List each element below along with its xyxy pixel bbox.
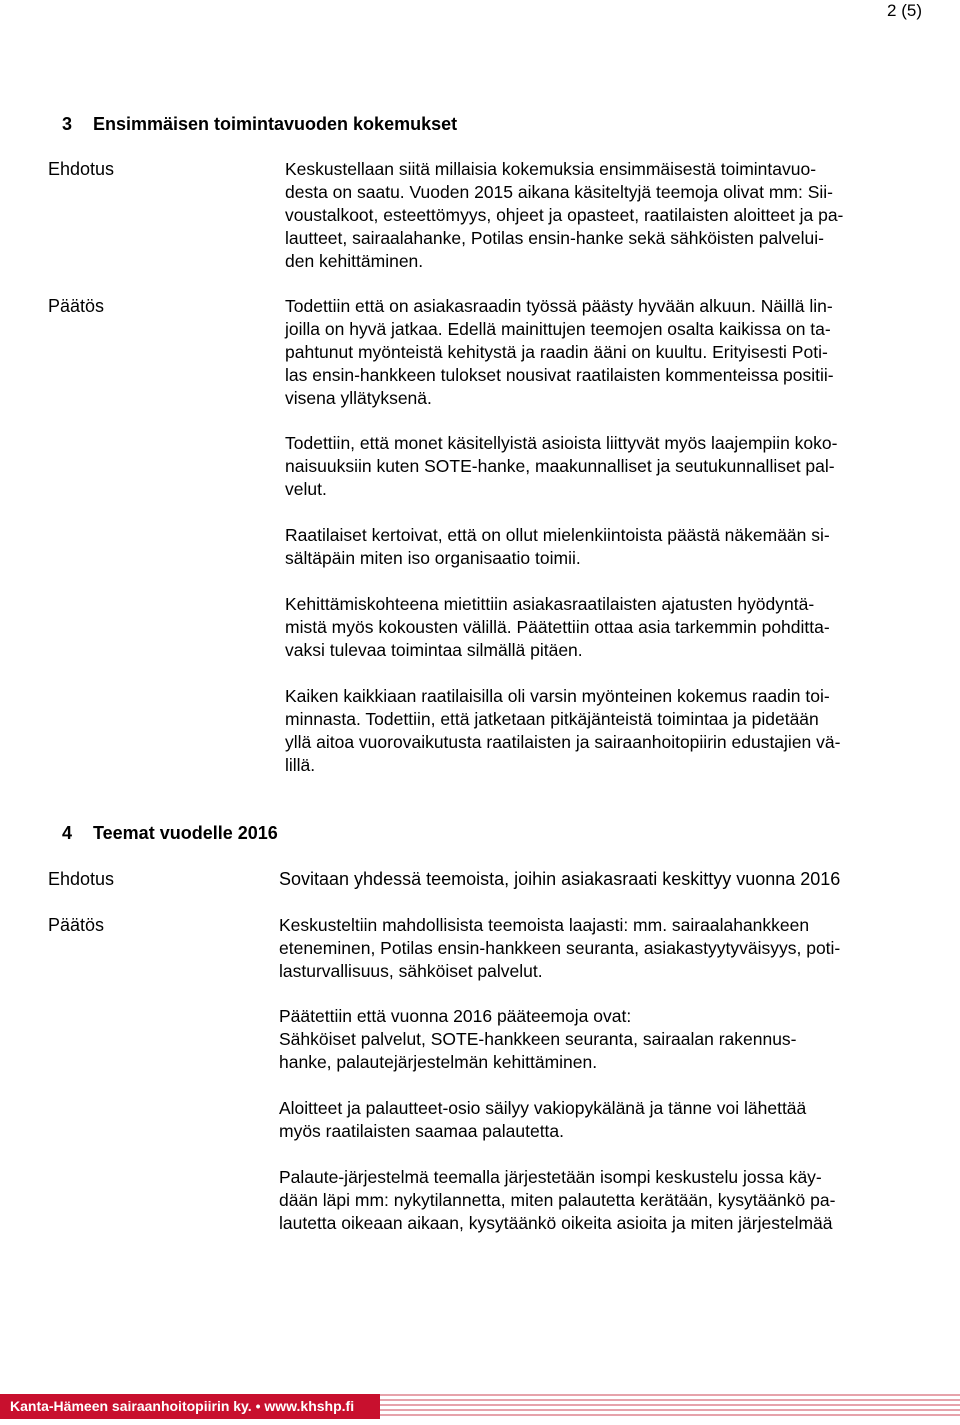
footer-decorative-lines	[380, 1394, 960, 1419]
text-line: Keskustellaan siitä millaisia kokemuksia ensimmäisestä toimintavuo-	[285, 159, 817, 179]
section-4-paatos-label: Päätös	[48, 915, 105, 935]
text-line: joilla on hyvä jatkaa. Edellä mainittujen teemojen osalta kaikissa on ta-	[285, 319, 831, 339]
text-line: vaksi tulevaa toimintaa silmällä pitäen.	[285, 640, 583, 660]
footer-brand-bar: Kanta-Hämeen sairaanhoitopiirin ky. • www.khshp.fi	[0, 1394, 380, 1419]
text-line: mistä myös kokousten välillä. Päätettiin ottaa asia tarkemmin pohditta-	[285, 617, 830, 637]
text-line: Päätettiin että vuonna 2016 pääteemoja ovat:	[279, 1006, 632, 1026]
section-4-ehdotus-label: Ehdotus	[48, 869, 115, 889]
section-4-heading	[62, 821, 278, 845]
section-4-paatos-paragraph-1	[279, 914, 939, 983]
text-line: voustalkoot, esteettömyys, ohjeet ja opasteet, raatilaisten aloitteet ja pa-	[285, 205, 844, 225]
text-line: naisuuksiin kuten SOTE-hanke, maakunnalliset ja seutukunnalliset pal-	[285, 456, 835, 476]
section-3-paatos-paragraph-1	[285, 295, 945, 410]
text-line: velut.	[285, 479, 327, 499]
section-4-paatos-paragraph-4	[279, 1166, 939, 1235]
text-line: visena yllätyksenä.	[285, 388, 432, 408]
text-line: dään läpi mm: nykytilannetta, miten palautetta kerätään, kysytäänkö pa-	[279, 1190, 836, 1210]
text-line: myös raatilaisten saamaa palautetta.	[279, 1121, 565, 1141]
section-3-paatos-paragraph-5	[285, 685, 945, 777]
text-line: sältäpäin miten iso organisaatio toimii.	[285, 548, 581, 568]
text-line: las ensin-hankkeen tulokset nousivat raatilaisten kommenteissa positii-	[285, 365, 834, 385]
text-line: desta on saatu. Vuoden 2015 aikana käsiteltyjä teemoja olivat mm: Sii-	[285, 182, 833, 202]
text-line: Kaiken kaikkiaan raatilaisilla oli varsin myönteinen kokemus raadin toi-	[285, 686, 830, 706]
section-3-ehdotus-text	[285, 158, 945, 273]
text-line: yllä aitoa vuorovaikutusta raatilaisten ja sairaanhoitopiirin edustajien vä-	[285, 732, 841, 752]
section-4-number: 4	[62, 823, 73, 843]
section-3-paatos-paragraph-4	[285, 593, 945, 662]
text-line: lautteet, sairaalahanke, Potilas ensin-hanke sekä sähköisten palvelui-	[285, 228, 824, 248]
text-line: Sähköiset palvelut, SOTE-hankkeen seuranta, sairaalan rakennus-	[279, 1029, 797, 1049]
text-line: Todettiin, että monet käsitellyistä asioista liittyvät myös laajempiin koko-	[285, 433, 838, 453]
text-line: Sovitaan yhdessä teemoista, joihin asiakasraati keskittyy vuonna 2016	[279, 869, 841, 889]
text-line: hanke, palautejärjestelmän kehittäminen.	[279, 1052, 598, 1072]
page-number: 2 (5)	[887, 1, 922, 20]
text-line: pahtunut myönteistä kehitystä ja raadin ääni on kuultu. Erityisesti Poti-	[285, 342, 828, 362]
text-line: Keskusteltiin mahdollisista teemoista laajasti: mm. sairaalahankkeen	[279, 915, 810, 935]
text-line: Raatilaiset kertoivat, että on ollut mielenkiintoista päästä näkemään si-	[285, 525, 830, 545]
text-line: lautetta oikeaan aikaan, kysytäänkö oikeita asioita ja miten järjestelmää	[279, 1213, 833, 1233]
section-4-title: Teemat vuodelle 2016	[93, 823, 278, 843]
section-3-number: 3	[62, 114, 73, 134]
text-line: Todettiin että on asiakasraadin työssä päästy hyvään alkuun. Näillä lin-	[285, 296, 833, 316]
section-3-paatos-paragraph-3	[285, 524, 945, 570]
text-line: minnasta. Todettiin, että jatketaan pitkäjänteistä toimintaa ja pidetään	[285, 709, 819, 729]
text-line: den kehittäminen.	[285, 251, 424, 271]
section-3-title: Ensimmäisen toimintavuoden kokemukset	[93, 114, 458, 134]
text-line: lillä.	[285, 755, 316, 775]
section-3-paatos-paragraph-2	[285, 432, 945, 501]
section-4-paatos-paragraph-3	[279, 1097, 939, 1143]
text-line: Palaute-järjestelmä teemalla järjestetään isompi keskustelu jossa käy-	[279, 1167, 822, 1187]
footer	[0, 1394, 960, 1425]
text-line: Kehittämiskohteena mietittiin asiakasraatilaisten ajatusten hyödyntä-	[285, 594, 815, 614]
section-3-heading	[62, 112, 457, 136]
text-line: Aloitteet ja palautteet-osio säilyy vakiopykälänä ja tänne voi lähettää	[279, 1098, 807, 1118]
section-4-paatos-paragraph-2	[279, 1005, 939, 1074]
section-3-ehdotus-label: Ehdotus	[48, 159, 115, 179]
section-3-paatos-label: Päätös	[48, 296, 105, 316]
text-line: lasturvallisuus, sähköiset palvelut.	[279, 961, 543, 981]
section-4-ehdotus-text	[279, 868, 939, 891]
text-line: eteneminen, Potilas ensin-hankkeen seuranta, asiakastyytyväisyys, poti-	[279, 938, 841, 958]
